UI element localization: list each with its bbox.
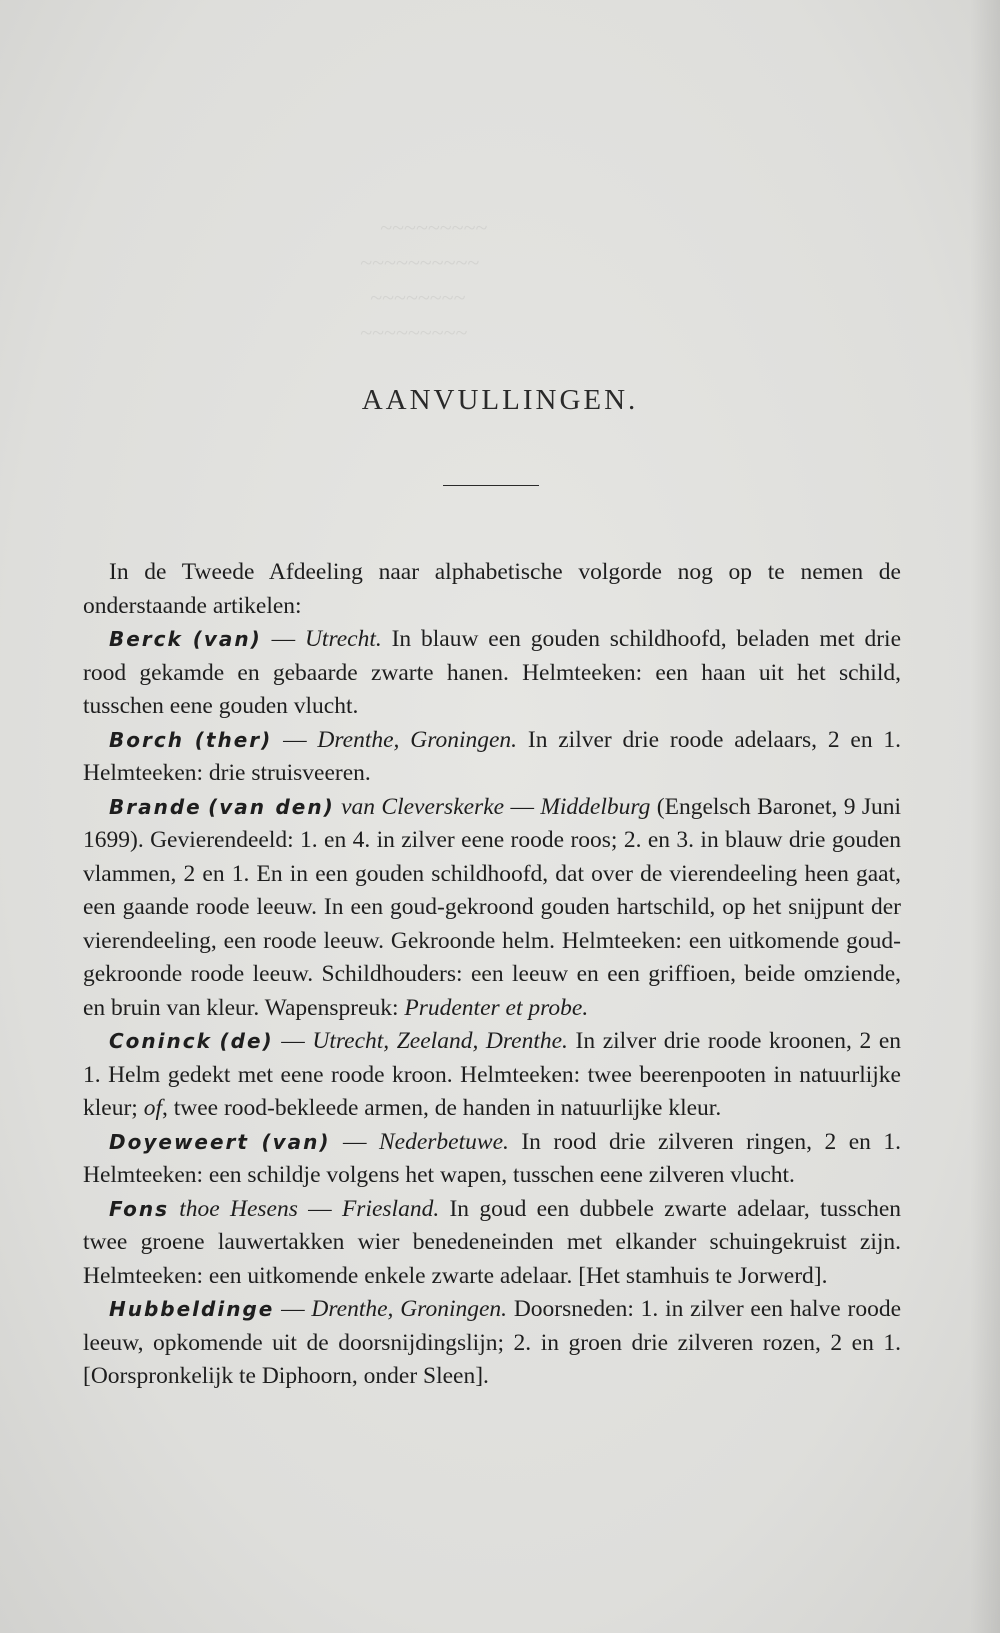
page-edge-shadow <box>970 0 1000 1633</box>
entry-name: Hubbeldinge <box>109 1297 275 1321</box>
entry-places: Drenthe, Groningen. <box>311 1296 508 1322</box>
entry-text: In goud een dubbele zwarte adelaar, tusschen twee groene lauwertakken wier benedeneinden met elkander schuingekruist zijn. Helmteeken: een uitkomende enkele zwarte adelaar. [Het stamhuis te Jorwerd]. <box>83 1195 901 1289</box>
entry-particle: (van) <box>192 627 262 651</box>
entry-places: Nederbetuwe. <box>379 1128 509 1155</box>
entry-particle: thoe Hesens <box>179 1195 298 1222</box>
entry-name: Doyeweert <box>109 1129 249 1154</box>
entry-name: Brande <box>109 794 202 819</box>
entry-text: In zilver drie roode kroonen, 2 en 1. Helm gedekt met eene roode kroon. Helmteeken: twee beerenpooten in natuurlijke kleur; <box>83 1028 901 1121</box>
entry-coninck <box>83 1025 901 1126</box>
bleed-through-mark: ~~~~~~~~~~ <box>360 250 480 275</box>
entry-text-2: , twee rood-bekleede armen, de handen in natuurlijke kleur. <box>161 1095 722 1121</box>
entry-particle: (ther) <box>194 727 273 752</box>
entry-separator: — <box>261 626 305 652</box>
entry-name: Fons <box>109 1196 169 1221</box>
entry-berck <box>83 623 901 724</box>
entry-fons <box>83 1193 901 1294</box>
intro-paragraph: In de Tweede Afdeeling naar alphabetische volgorde nog op te nemen de onderstaande artikelen: <box>83 559 901 619</box>
entry-name: Borch <box>109 727 184 752</box>
title-rule <box>443 485 539 486</box>
entry-particle: (de) <box>219 1029 274 1053</box>
entry-brande <box>83 791 901 1026</box>
body-text <box>83 556 901 1394</box>
entry-separator: — <box>272 726 318 753</box>
entry-places: Utrecht, Zeeland, Drenthe. <box>312 1028 568 1054</box>
entry-places: Utrecht. <box>304 626 382 652</box>
entry-separator: — <box>297 1195 342 1222</box>
entry-of: of <box>143 1095 162 1121</box>
entry-name: Coninck <box>109 1029 212 1053</box>
bleed-through-mark: ~~~~~~~~ <box>370 285 466 310</box>
bleed-through-mark: ~~~~~~~~~ <box>360 320 468 345</box>
entry-doyeweert <box>83 1126 901 1193</box>
entry-text: In blauw een gouden schildhoofd, beladen met drie rood gekamde en gebaarde zwarte hanen. Helmteeken: een haan uit het schild, tusschen eene gouden vlucht. <box>83 626 902 719</box>
entry-places: Friesland. <box>341 1195 440 1222</box>
entry-places: Middelburg <box>540 793 651 820</box>
entry-places-pre: van Cleverskerke <box>334 793 505 820</box>
page-title: AANVULLINGEN. <box>361 384 639 416</box>
entry-separator: — <box>504 793 541 820</box>
entry-separator: — <box>330 1128 379 1155</box>
entry-particle: (van) <box>261 1129 331 1154</box>
entry-separator: — <box>273 1028 313 1054</box>
entry-text: Doorsneden: 1. in zilver een halve roode leeuw, opkomende uit de doorsnijdingslijn; 2. in groen drie zilveren rozen, 2 en 1. [Oorspronkelijk te Diphoorn, onder Sleen]. <box>83 1296 901 1389</box>
entry-motto: Prudenter et probe. <box>404 994 589 1021</box>
entry-name: Berck <box>109 627 183 651</box>
entry-text: (Engelsch Baronet, 9 Juni 1699). Gevierendeeld: 1. en 4. in zilver eene roode roos; 2. en 3. in blauw drie gouden vlammen, 2 en 1. En in een gouden schildhoofd, dat over de vierendeeling heen gaat, een gaande roode leeuw. In een goud-gekroond gouden hartschild, op het snijpunt der vierendeeling, een roode leeuw. Gekroonde helm. Helmteeken: een uitkomende goud-gekroonde roode leeuw. Schildhouders: een leeuw en een griffioen, beide omziende, en bruin van kleur. Wapenspreuk: <box>83 793 902 1021</box>
entry-hubbeldinge <box>83 1293 901 1394</box>
entry-places: Drenthe, Groningen. <box>317 726 518 753</box>
entry-borch <box>83 724 901 791</box>
entry-particle: (van den) <box>208 794 335 819</box>
bleed-through-mark: ~~~~~~~~~ <box>380 215 488 240</box>
entry-separator: — <box>274 1296 312 1322</box>
entry-text: In zilver drie roode adelaars, 2 en 1. Helmteeken: drie struisveeren. <box>83 726 902 786</box>
entry-text: In rood drie zilveren ringen, 2 en 1. Helmteeken: een schildje volgens het wapen, tusschen eene zilveren vlucht. <box>83 1128 902 1188</box>
